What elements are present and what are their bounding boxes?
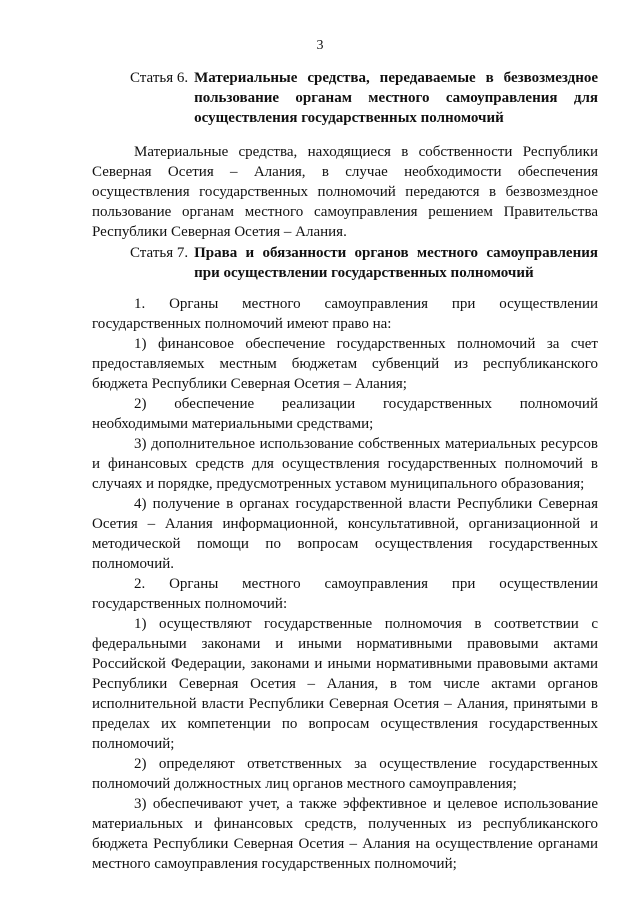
article-7-clause-1: 1. Органы местного самоуправления при осуществлении государственных полномочий имеют право на:	[92, 296, 598, 332]
article-7-clause-1-item-4: 4) получение в органах государственной власти Республики Северная Осетия – Алания информационной, консультативной, организационной и методической помощи по вопросам осуществления государственных полномочий.	[92, 496, 598, 572]
article-6-paragraph: Материальные средства, находящиеся в собственности Республики Северная Осетия – Алания, в случае необходимости обеспечения осуществления государственных полномочий передаются в безвозмездное пользование органам местного самоуправления решением Правительства Республики Северная Осетия – Алания.	[92, 144, 598, 240]
article-6-title: Материальные средства, передаваемые в безвозмездное пользование органам местного самоуправления для осуществления государственных полномочий	[194, 70, 598, 126]
article-7-heading	[92, 243, 598, 283]
article-7-body	[92, 294, 598, 874]
article-6-heading	[92, 68, 598, 128]
article-7-clause-2: 2. Органы местного самоуправления при осуществлении государственных полномочий:	[92, 576, 598, 612]
article-6-number: Статья 6.	[130, 70, 189, 86]
article-7-title: Права и обязанности органов местного самоуправления при осуществлении государственных полномочий	[194, 245, 598, 281]
article-6-body	[92, 142, 598, 242]
article-7-clause-2-item-2: 2) определяют ответственных за осуществление государственных полномочий должностных лиц органов местного самоуправления;	[92, 756, 598, 792]
article-7-clause-2-item-1: 1) осуществляют государственные полномочия в соответствии с федеральными законами и иными нормативными правовыми актами Российской Федерации, законами и иными нормативными правовыми актами Республики Северная Осетия – Алания, в том числе актами органов исполнительной власти Республики Северная Осетия – Алания, принятыми в пределах их компетенции по вопросам осуществления государственных полномочий;	[92, 616, 598, 752]
article-7-clause-2-item-3: 3) обеспечивают учет, а также эффективное и целевое использование материальных и финансовых средств, полученных из республиканского бюджета Республики Северная Осетия – Алания на осуществление органами местного самоуправления государственных полномочий;	[92, 796, 598, 872]
page-number: 3	[316, 38, 324, 53]
article-7-clause-1-item-2: 2) обеспечение реализации государственных полномочий необходимыми материальными средствами;	[92, 396, 598, 432]
article-7-number: Статья 7.	[130, 245, 189, 261]
article-7-clause-1-item-3: 3) дополнительное использование собственных материальных ресурсов и финансовых средств для осуществления государственных полномочий в случаях и порядке, предусмотренных уставом муниципального образования;	[92, 436, 598, 492]
article-7-clause-1-item-1: 1) финансовое обеспечение государственных полномочий за счет предоставляемых местным бюджетам субвенций из республиканского бюджета Республики Северная Осетия – Алания;	[92, 336, 598, 392]
